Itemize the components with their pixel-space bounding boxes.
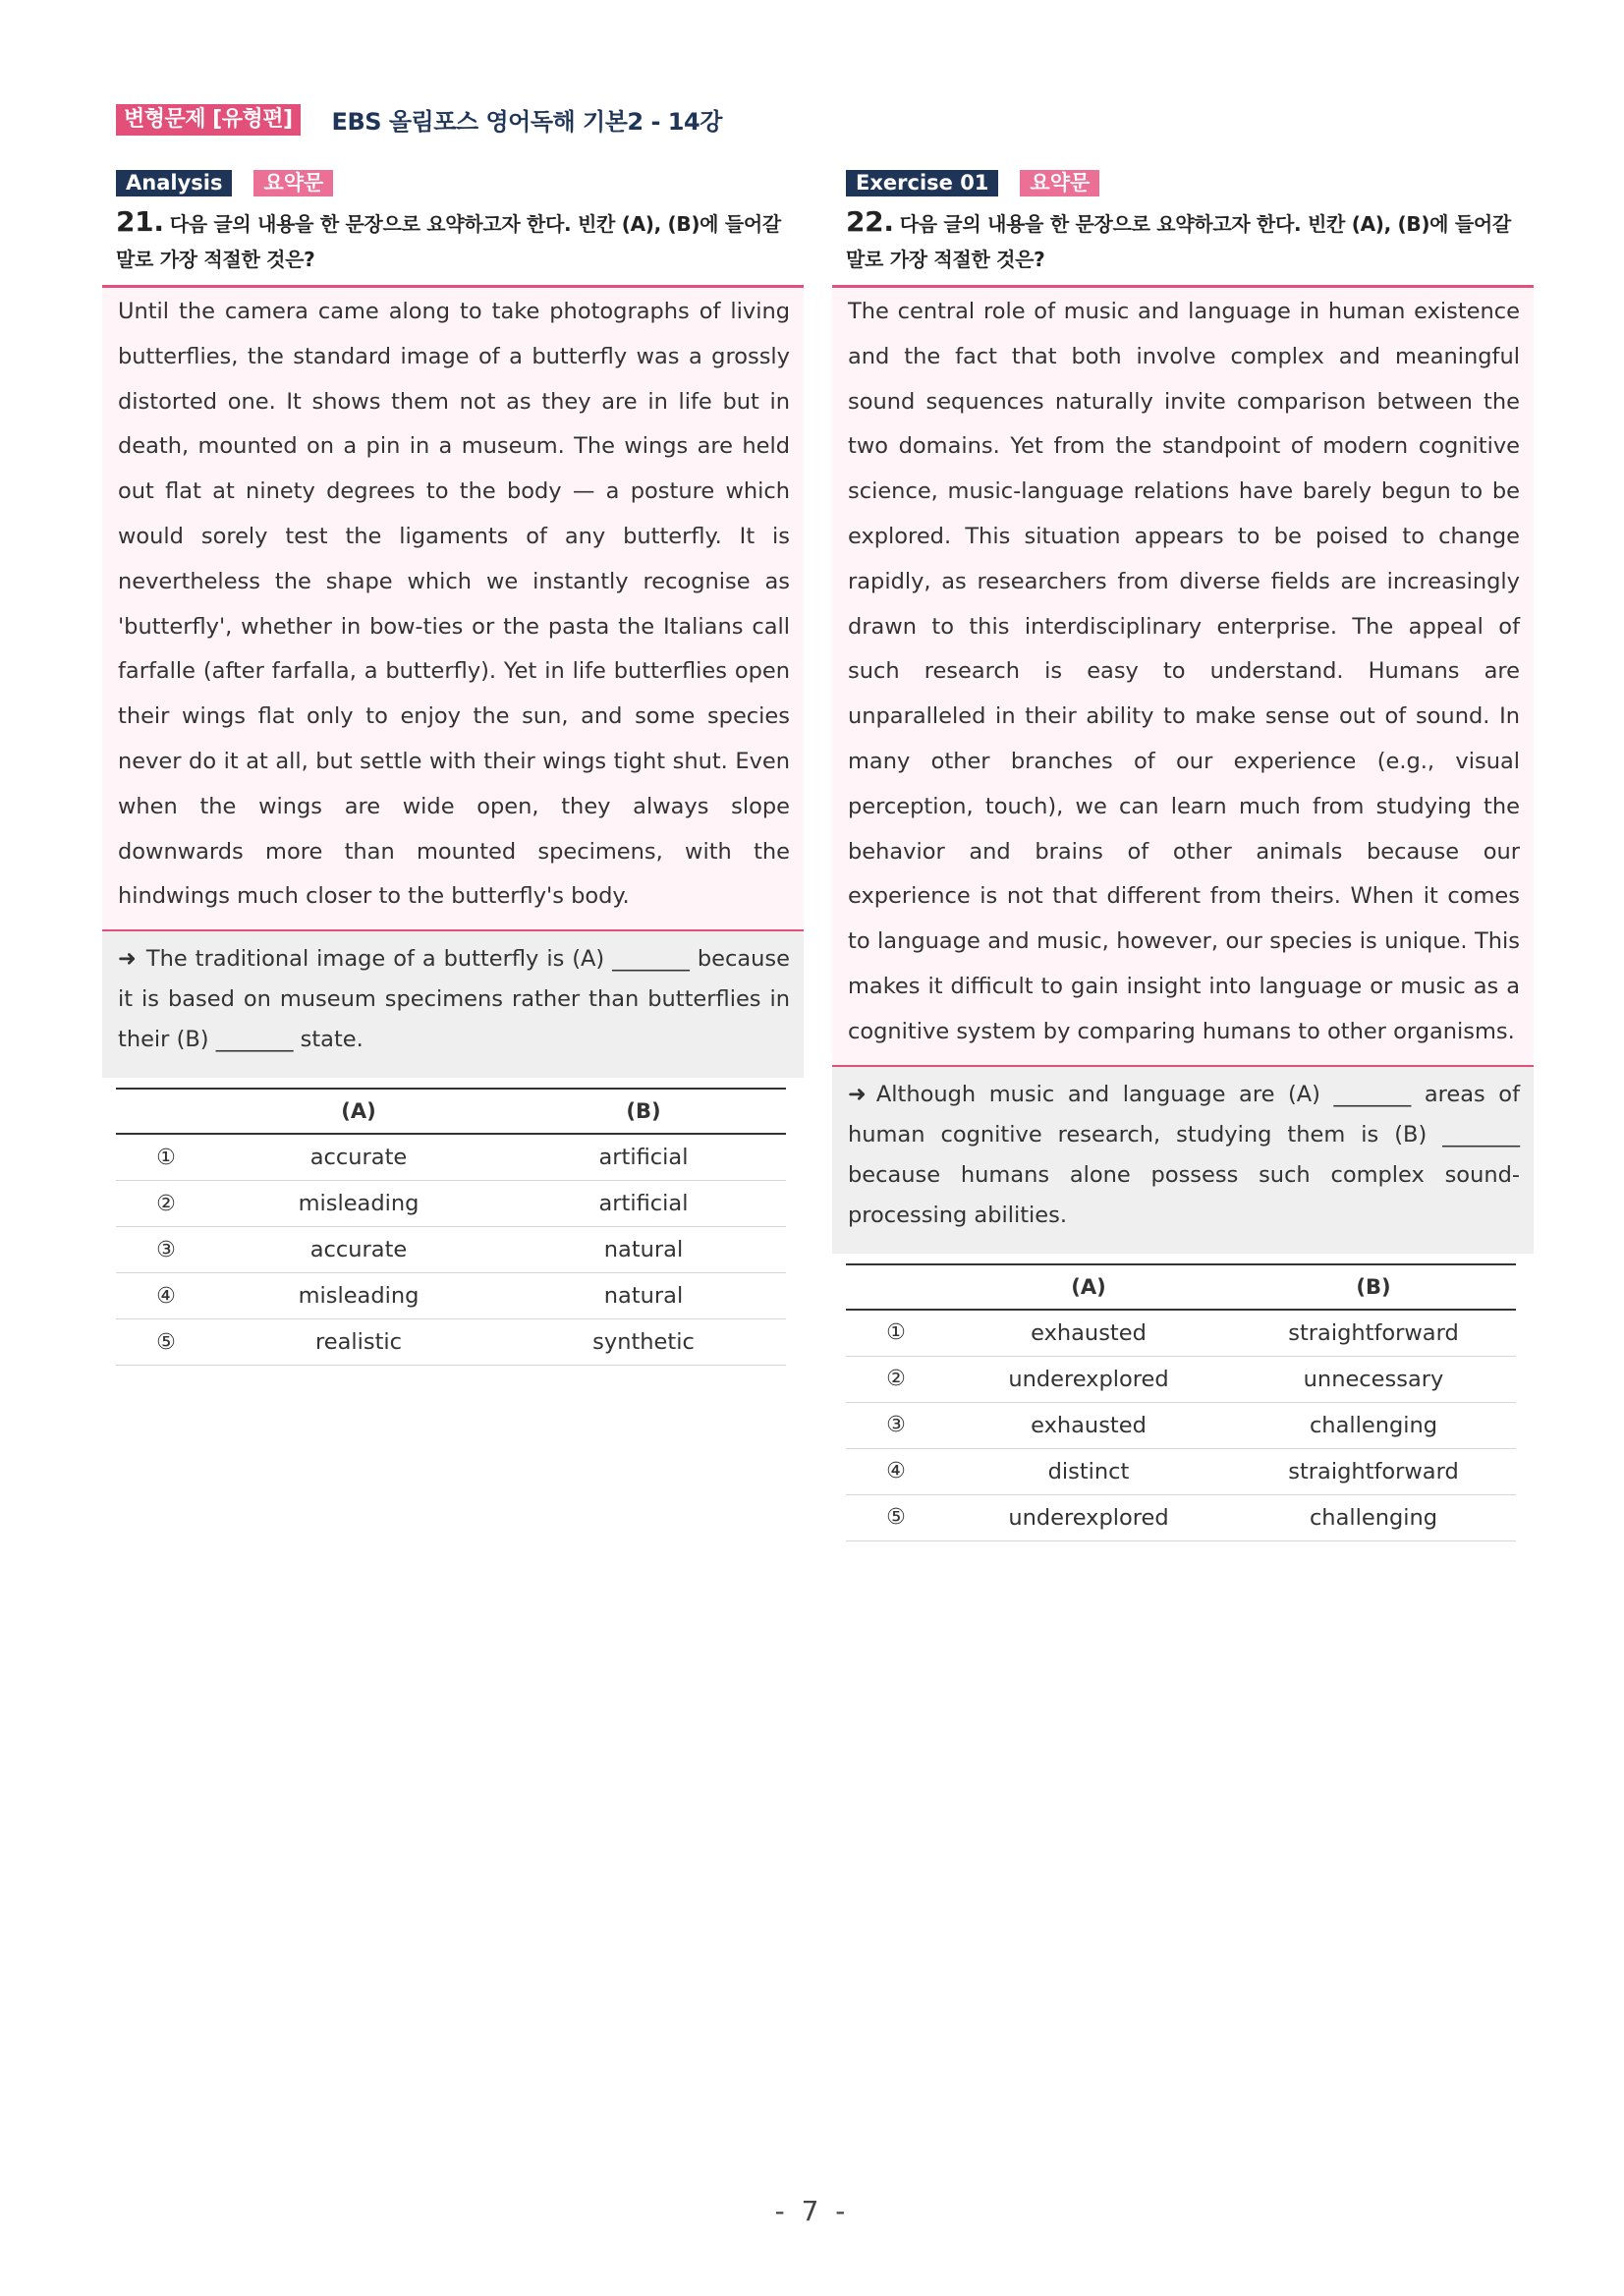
question-number: 22. [846,205,894,238]
answer-choice-row[interactable] [116,1134,786,1181]
summary-text: The traditional image of a butterfly is (A) _______ because it is based on museum specimens rather than butterflies in their (B) _______ state. [118,946,790,1053]
question-text: 다음 글의 내용을 한 문장으로 요약하고자 한다. 빈칸 (A), (B)에 들어갈 말로 가장 적절한 것은? [116,212,781,271]
choice-number: ② [116,1181,216,1227]
analysis-tag: Analysis [116,170,232,196]
passage-box [102,285,804,929]
column-a-header: (A) [216,1089,501,1134]
summary-sentence [102,931,804,1078]
page-header [116,102,722,137]
question-22-column [832,169,1534,1541]
page-number: - 7 - [774,2195,850,2227]
header-title: EBS 올림포스 영어독해 기본2 - 14강 [331,108,722,136]
choice-b: synthetic [501,1319,786,1366]
summary-box [832,1065,1534,1254]
choice-b: straightforward [1231,1448,1516,1494]
answer-choice-row[interactable] [846,1448,1516,1494]
arrow-icon: ➜ [848,1081,867,1107]
column-b-header: (B) [1231,1264,1516,1310]
choice-number: ⑤ [846,1494,946,1540]
choice-number-header [116,1089,216,1134]
question-21-column [102,169,804,1366]
choices-header-row [846,1264,1516,1310]
summary-type-tag: 요약문 [253,170,333,196]
choice-number: ③ [846,1402,946,1448]
summary-type-tag: 요약문 [1020,170,1099,196]
choice-number: ⑤ [116,1319,216,1366]
answer-choices-table [846,1263,1516,1541]
choices-header-row [116,1089,786,1134]
choice-number: ④ [116,1273,216,1319]
choice-number-header [846,1264,946,1310]
question-number: 21. [116,205,164,238]
answer-choice-row[interactable] [846,1402,1516,1448]
question-prompt [116,204,794,277]
choice-number: ① [846,1310,946,1357]
choice-b: challenging [1231,1494,1516,1540]
choice-a: distinct [946,1448,1231,1494]
passage-text: Until the camera came along to take photographs of living butterflies, the standard image of a butterfly was a grossly distorted one. It shows them not as they are in life but in death, mounted on a pin in a museum. The wings are held out flat at ninety degrees to the body — a posture which would sorely test the ligaments of any butterfly. It is nevertheless the shape which we instantly recognise as 'butterfly', whether in bow-ties or the pasta the Italians call farfalle (after farfalla, a butterfly). Yet in life butterflies open their wings flat only to enjoy the sun, and some species never do it at all, but settle with their wings tight shut. Even when the wings are wide open, they always slope downwards more than mounted specimens, with the hindwings much closer to the butterfly's body. [118,299,790,910]
answer-choice-row[interactable] [846,1494,1516,1540]
choice-a: underexplored [946,1356,1231,1402]
question-text: 다음 글의 내용을 한 문장으로 요약하고자 한다. 빈칸 (A), (B)에 들어갈 말로 가장 적절한 것은? [846,212,1511,271]
column-b-header: (B) [501,1089,786,1134]
choice-a: exhausted [946,1310,1231,1357]
summary-box [102,929,804,1078]
choice-b: natural [501,1273,786,1319]
choice-b: challenging [1231,1402,1516,1448]
answer-choice-row[interactable] [116,1273,786,1319]
choice-a: accurate [216,1134,501,1181]
answer-choice-row[interactable] [846,1310,1516,1357]
exercise-tag: Exercise 01 [846,170,998,196]
answer-choices-table [116,1088,786,1366]
choice-b: natural [501,1227,786,1273]
arrow-icon: ➜ [118,946,137,973]
column-a-header: (A) [946,1264,1231,1310]
choice-b: unnecessary [1231,1356,1516,1402]
question-tags [846,169,1534,196]
passage-text: The central role of music and language in human existence and the fact that both involve complex and meaningful sound sequences naturally invite comparison between the two domains. Yet from the standpoint of modern cognitive science, music-language relations have barely begun to be explored. This situation appears to be poised to change rapidly, as researchers from diverse fields are increasingly drawn to this interdisciplinary enterprise. The appeal of such research is easy to understand. Humans are unparalleled in their ability to make sense out of sound. In many other branches of our experience (e.g., visual perception, touch), we can learn much from studying the behavior and brains of other animals because our experience is not that different from theirs. When it comes to language and music, however, our species is unique. This makes it difficult to gain insight into language or music as a cognitive system by comparing humans to other organisms. [848,299,1520,1044]
choice-a: misleading [216,1273,501,1319]
question-prompt [846,204,1524,277]
summary-sentence [832,1067,1534,1254]
question-tags [116,169,804,196]
choice-a: accurate [216,1227,501,1273]
choice-a: misleading [216,1181,501,1227]
answer-choice-row[interactable] [116,1227,786,1273]
choice-a: underexplored [946,1494,1231,1540]
answer-choice-row[interactable] [116,1319,786,1366]
variant-problem-tag: 변형문제 [유형편] [116,104,301,136]
choice-number: ② [846,1356,946,1402]
choice-number: ④ [846,1448,946,1494]
choice-b: artificial [501,1181,786,1227]
answer-choice-row[interactable] [116,1181,786,1227]
summary-text: Although music and language are (A) _______ areas of human cognitive research, studying them is (B) _______ because humans alone possess such complex sound-processing abilities. [848,1081,1520,1228]
choice-a: realistic [216,1319,501,1366]
passage-box [832,285,1534,1065]
choice-a: exhausted [946,1402,1231,1448]
choice-number: ③ [116,1227,216,1273]
choice-b: straightforward [1231,1310,1516,1357]
choice-number: ① [116,1134,216,1181]
choice-b: artificial [501,1134,786,1181]
answer-choice-row[interactable] [846,1356,1516,1402]
